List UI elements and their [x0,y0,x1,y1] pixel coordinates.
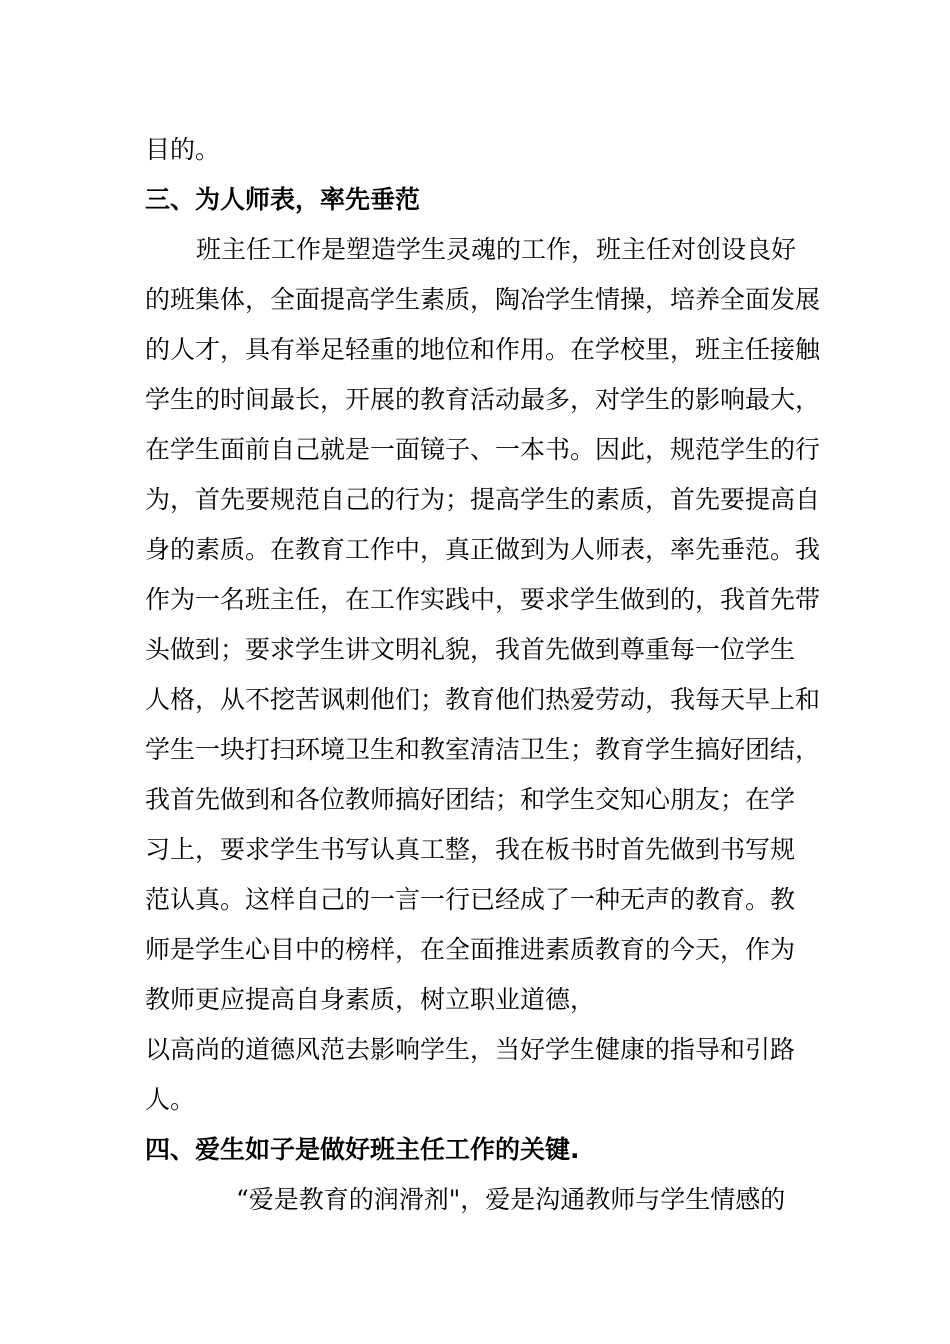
text-line-9: 身的素质。在教育工作中，真正做到为人师表，率先垂范。我 [145,535,821,564]
text-line-8: 为，首先要规范自己的行为；提高学生的素质，首先要提高自 [145,485,821,514]
text-line-12: 人格，从不挖苦讽刺他们；教育他们热爱劳动，我每天早上和 [145,685,821,714]
text-line-16: 范认真。这样自己的一言一行已经成了一种无声的教育。教 [145,885,796,914]
text-line-18: 教师更应提高自身素质，树立职业道德， [145,985,596,1014]
text-line-3: 班主任工作是塑造学生灵魂的工作，班主任对创设良好 [196,235,797,264]
text-line-17: 师是学生心目中的榜样，在全面推进素质教育的今天，作为 [145,935,796,964]
text-line-7: 在学生面前自己就是一面镜子、一本书。因此，规范学生的行 [145,435,821,464]
text-line-6: 学生的时间最长，开展的教育活动最多，对学生的影响最大， [145,385,821,414]
section-heading-4: 四、爱生如子是做好班主任工作的关键. [145,1135,580,1164]
section-heading-3: 三、为人师表，率先垂范 [145,185,421,214]
text-line-13: 学生一块打扫环境卫生和教室清洁卫生；教育学生搞好团结， [145,735,821,764]
text-line-4: 的班集体，全面提高学生素质，陶冶学生情操，培养全面发展 [145,285,821,314]
text-line-22: “爱是教育的润滑剂"，爱是沟通教师与学生情感的 [236,1185,786,1214]
text-line-5: 的人才，具有举足轻重的地位和作用。在学校里，班主任接触 [145,335,821,364]
text-line-10: 作为一名班主任，在工作实践中，要求学生做到的，我首先带 [145,585,821,614]
text-line-11: 头做到；要求学生讲文明礼貌，我首先做到尊重每一位学生 [145,635,796,664]
text-line-15: 习上，要求学生书写认真工整，我在板书时首先做到书写规 [145,835,796,864]
text-line-1: 目的。 [145,135,221,164]
text-line-19: 以高尚的道德风范去影响学生，当好学生健康的指导和引路 [145,1035,796,1064]
text-line-20: 人。 [145,1085,196,1114]
text-line-14: 我首先做到和各位教师搞好团结；和学生交知心朋友；在学 [145,785,796,814]
